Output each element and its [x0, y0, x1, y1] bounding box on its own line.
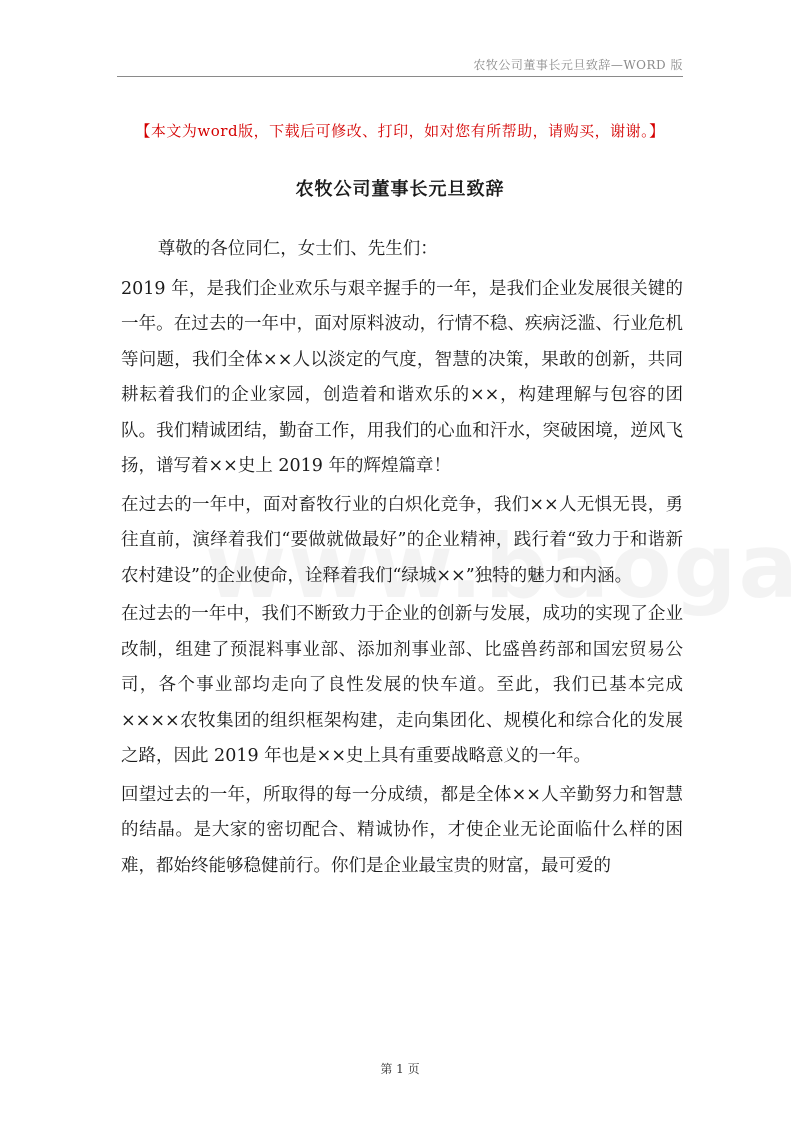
paragraph: 在过去的一年中，我们不断致力于企业的创新与发展，成功的实现了企业改制，组建了预混料事业部、添加剂事业部、比盛兽药部和国宏贸易公司，各个事业部均走向了良性发展的快车道。至此，我们已基本完成××××农牧集团的组织框架构建，走向集团化、规模化和综合化的发展之路，因此 2019 年也是××史上具有重要战略意义的一年。	[121, 604, 683, 766]
page-number: 第 1 页	[380, 1062, 420, 1076]
paragraph: 在过去的一年中，面对畜牧行业的白炽化竞争，我们××人无惧无畏，勇往直前，演绎着我们“要做就做最好”的企业精神，践行着“致力于和谐新农村建设”的企业使命，诠释着我们“绿城××”独特的魅力和内涵。	[121, 494, 683, 586]
document-title: 农牧公司董事长元旦致辞	[295, 179, 505, 200]
greeting: 尊敬的各位同仁，女士们、先生们：	[157, 239, 438, 259]
running-header: 农牧公司董事长元旦致辞—WORD 版	[473, 58, 683, 72]
download-notice: 【本文为word版，下载后可修改、打印，如对您有所帮助，请购买，谢谢。】	[135, 122, 665, 140]
paragraph: 2019 年，是我们企业欢乐与艰辛握手的一年，是我们企业发展很关键的一年。在过去的一年中，面对原料波动，行情不稳、疾病泛滥、行业危机等问题，我们全体××人以淡定的气度，智慧的决策，果敢的创新，共同耕耘着我们的企业家园，创造着和谐欢乐的××，构建理解与包容的团队。我们精诚团结，勤奋工作，用我们的心血和汗水，突破困境，逆风飞扬，谱写着××史上 2019 年的辉煌篇章！	[121, 278, 683, 476]
paragraph: 回望过去的一年，所取得的每一分成绩，都是全体××人辛勤努力和智慧的结晶。是大家的密切配合、精诚协作，才使企业无论面临什么样的困难，都始终能够稳健前行。你们是企业最宝贵的财富，最可爱的	[121, 784, 683, 876]
header-divider	[117, 76, 683, 77]
document-body	[121, 232, 683, 887]
